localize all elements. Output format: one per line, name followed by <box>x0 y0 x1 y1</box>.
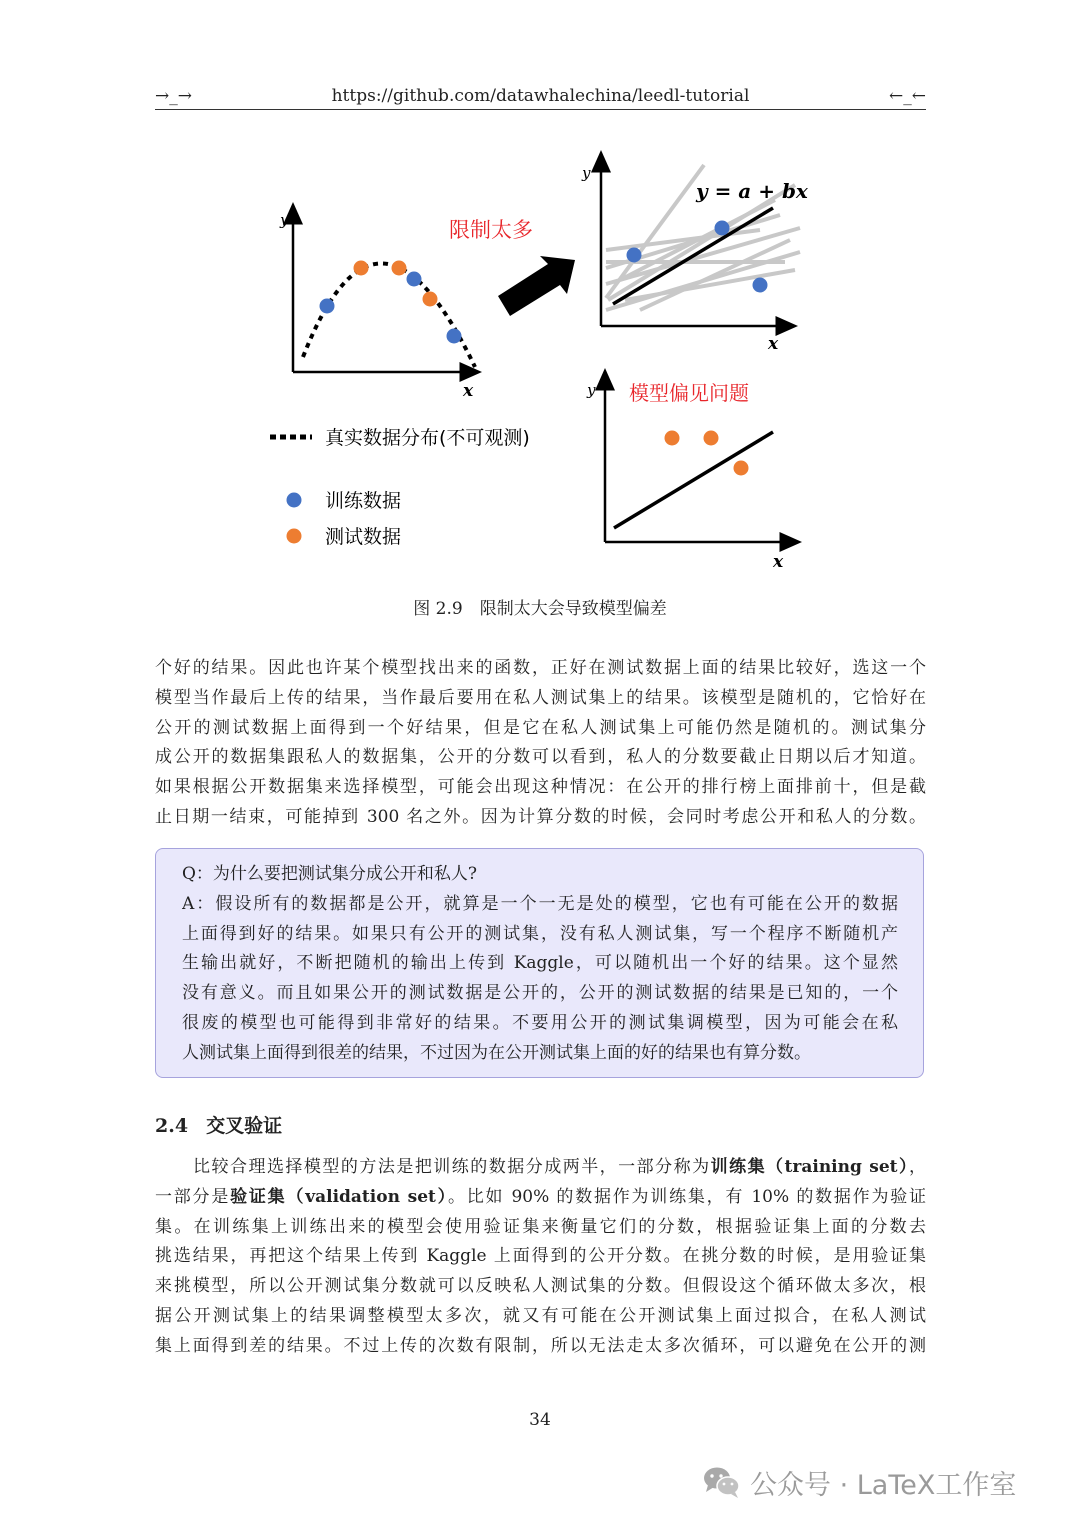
left-x-label: x <box>463 381 474 401</box>
text-line: 模型当作最后上传的结果，当作最后要用在私人测试集上的结果。该模型是随机的，它恰好在 <box>155 687 926 708</box>
section-heading <box>155 1111 282 1138</box>
legend <box>270 427 530 548</box>
section-number: 2.4 <box>155 1115 189 1137</box>
text-line: 来挑模型，所以公开测试集分数就可以反映私人测试集的分数。但假设这个循环做太多次，根 <box>155 1276 926 1297</box>
legend-test: 测试数据 <box>325 526 402 548</box>
train-point <box>627 248 642 263</box>
train-point <box>407 272 422 287</box>
header-right-arrows: ←_← <box>889 86 926 106</box>
qa-answer-line: 生输出就好，不断把随机的输出上传到 Kaggle，可以随机出一个好的结果。这个显然 <box>182 953 898 974</box>
term-training-set: 训练集（training set） <box>710 1157 909 1177</box>
test-point <box>423 292 438 307</box>
paragraph-2 <box>155 1153 926 1362</box>
qa-question: Q：为什么要把测试集分成公开和私人? <box>182 864 478 884</box>
label-too-restricted: 限制太多 <box>449 218 533 242</box>
label-model-bias: 模型偏见问题 <box>629 381 749 405</box>
figure-caption: 图 2.9 限制太大会导致模型偏差 <box>413 599 667 619</box>
watermark-text: 公众号 · LaTeX工作室 <box>750 1469 1017 1501</box>
legend-train-dot-icon <box>287 493 302 508</box>
watermark <box>702 1462 1016 1502</box>
text-line: 成公开的数据集跟私人的数据集，公开的分数可以看到，私人的分数要截止日期以后才知道。 <box>155 747 926 768</box>
big-arrow <box>498 256 575 316</box>
legend-true-dist: 真实数据分布(不可观测) <box>325 427 530 449</box>
test-point <box>734 461 749 476</box>
text-line: 比较合理选择模型的方法是把训练的数据分成两半，一部分称为训练集（training set）， <box>193 1157 926 1177</box>
bottom-right-plot <box>586 378 792 572</box>
qa-answer-line: 很废的模型也可能得到非常好的结果。不要用公开的测试集调模型，因为可能会在私 <box>182 1012 898 1033</box>
train-point <box>320 299 335 314</box>
qa-answer-line: 上面得到好的结果。如果只有公开的测试集，没有私人测试集，写一个程序不断随机产 <box>182 923 898 944</box>
section-title: 交叉验证 <box>206 1115 283 1137</box>
text-line: 止日期一结束，可能掉到 300 名之外。因为计算分数的时候，会同时考虑公开和私人的分数。 <box>155 806 926 827</box>
text-line: 个好的结果。因此也许某个模型找出来的函数，正好在测试数据上面的结果比较好，选这一个 <box>155 658 926 678</box>
header-url[interactable]: https://github.com/datawhalechina/leedl-tutorial <box>331 86 750 106</box>
br-y-label: y <box>587 381 596 399</box>
text-line: 据公开测试集上的结果调整模型太多次，就又有可能在公开测试集上面过拟合，在私人测试 <box>155 1305 926 1326</box>
text-line: 如果根据公开数据集来选择模型，可能会出现这种情况：在公开的排行榜上面排前十，但是截 <box>155 777 926 798</box>
tr-x-label: x <box>768 334 779 354</box>
left-y-label: y <box>280 211 289 229</box>
wechat-icon <box>702 1465 742 1499</box>
test-point <box>665 431 680 446</box>
page-number: 34 <box>529 1410 551 1430</box>
figure-model-bias <box>0 0 1080 600</box>
legend-test-dot-icon <box>287 529 302 544</box>
train-point <box>715 221 730 236</box>
test-point <box>392 261 407 276</box>
qa-box <box>155 848 924 1078</box>
text-line: 一部分是验证集（validation set）。比如 90% 的数据作为训练集，有 10% 的数据作为验证 <box>155 1186 926 1207</box>
left-plot <box>279 211 475 401</box>
paragraph-1 <box>155 654 926 833</box>
text-line: 挑选结果，再把这个结果上传到 Kaggle 上面得到的公开分数。在挑分数的时候，是用验证集 <box>155 1246 926 1267</box>
qa-answer-line: A：假设所有的数据都是公开，就算是一个一无是处的模型，它也有可能在公开的数据 <box>182 893 898 914</box>
test-point <box>704 431 719 446</box>
br-x-label: x <box>773 552 784 572</box>
train-point <box>447 329 462 344</box>
true-distribution-curve <box>303 263 475 367</box>
legend-train: 训练数据 <box>325 490 402 512</box>
top-right-plot <box>581 160 809 354</box>
test-point <box>354 261 369 276</box>
tr-y-label: y <box>582 164 591 182</box>
qa-answer-line: 人测试集上面得到很差的结果，不过因为在公开测试集上面的好的结果也有算分数。 <box>182 1042 811 1063</box>
text-line: 集上面得到差的结果。不过上传的次数有限制，所以无法走太多次循环，可以避免在公开的测 <box>155 1335 926 1356</box>
qa-answer-line: 没有意义。而且如果公开的测试数据是公开的，公开的测试数据的结果是已知的，一个 <box>182 983 898 1004</box>
equation-label: y = a + bx <box>696 179 808 203</box>
fitted-line <box>614 432 773 528</box>
header-left-arrows: →_→ <box>155 86 192 106</box>
text-line: 集。在训练集上训练出来的模型会使用验证集来衡量它们的分数，根据验证集上面的分数去 <box>155 1216 926 1237</box>
term-validation-set: 验证集（validation set） <box>230 1186 448 1207</box>
train-point <box>753 278 768 293</box>
text-line: 公开的测试数据上面得到一个好结果，但是它在私人测试集上可能仍然是随机的。测试集分 <box>155 717 926 738</box>
